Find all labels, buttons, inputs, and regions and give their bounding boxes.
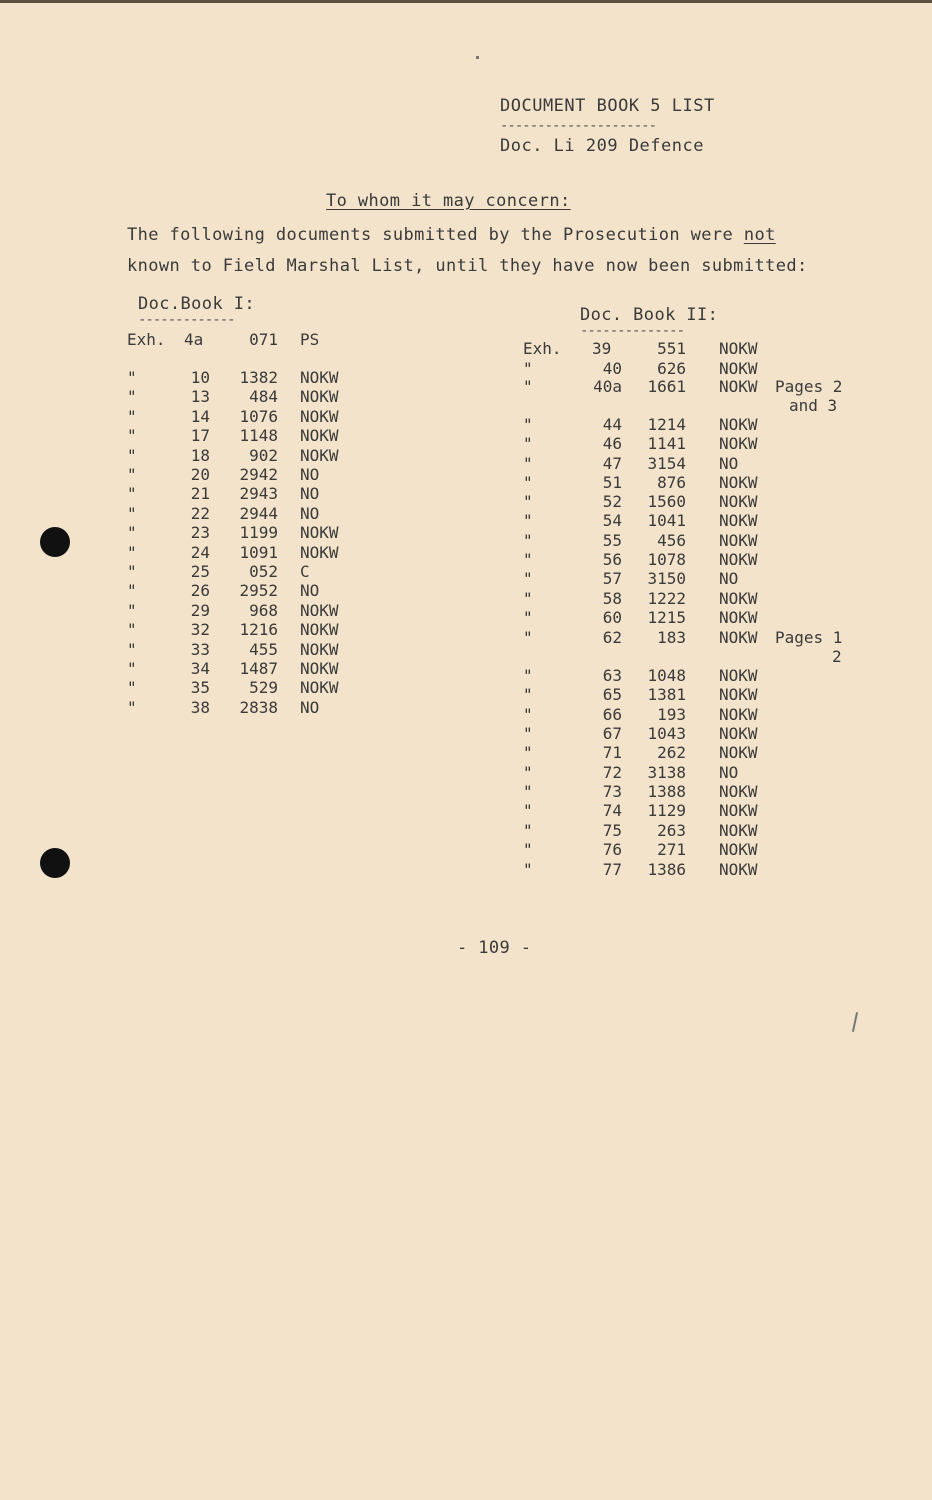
book2-header-cell: 551 [657, 339, 686, 358]
book1-row-cell: NOKW [300, 659, 339, 678]
book2-row-cell: " [523, 415, 533, 434]
book1-row-cell: 968 [249, 600, 278, 620]
book2-row-cell: " [523, 589, 533, 608]
book1-row-cell: " [127, 445, 137, 465]
book1-row-cell: " [127, 523, 137, 543]
book1-row-cell: 1487 [239, 659, 278, 678]
book2-row-cell: " [523, 628, 533, 647]
book2-row-cell: 1078 [647, 550, 686, 569]
book2-row-cell: 3154 [647, 454, 686, 473]
book2-row-cell: NOKW [719, 608, 758, 627]
book1-row-cell: NO [300, 484, 320, 504]
book1-row-cell: 20 [190, 465, 210, 484]
book2-header-cell: 39 [592, 339, 612, 358]
book1-row-cell: " [127, 639, 137, 659]
book2-row-cell: " [523, 705, 533, 724]
book2-row-cell: 1129 [647, 801, 686, 820]
book2-row-cell: NOKW [719, 531, 758, 550]
book1-row-cell: 1091 [239, 542, 278, 562]
book2-row-cell: 1048 [647, 666, 686, 685]
stray-mark [852, 1012, 858, 1032]
book2-row-cell: NOKW [719, 550, 758, 569]
book1-row-cell: 14 [190, 406, 210, 426]
book2-row-cell: " [523, 608, 533, 627]
book2-row-cell: 52 [602, 492, 622, 511]
book2-note: Pages 2 [775, 377, 843, 396]
book1-header-cell: 071 [249, 330, 278, 349]
book2-row-cell: NOKW [719, 821, 758, 840]
book2-row-cell: " [523, 473, 533, 492]
book1-row-cell: 484 [249, 387, 278, 407]
salutation: To whom it may concern: [326, 191, 571, 211]
intro-line-2: known to Field Marshal List, until they have now been submitted: [127, 256, 808, 276]
book2-row-cell: NO [719, 569, 739, 588]
book1-row-cell: 529 [249, 678, 278, 698]
book1-row-cell: " [127, 368, 137, 387]
book2-row-cell: 73 [602, 782, 622, 801]
book1-row-cell: NO [300, 697, 320, 717]
book2-row-cell: 57 [602, 569, 622, 588]
book1-row-cell: 23 [190, 523, 210, 543]
book2-row-cell: " [523, 569, 533, 588]
book1-row-cell: 29 [190, 600, 210, 620]
book1-row-cell: 35 [190, 678, 210, 698]
book1-row-cell: " [127, 465, 137, 484]
book2-row-cell: 1661 [647, 377, 686, 396]
punch-hole-bottom [40, 848, 70, 878]
book2-note: 2 [832, 647, 842, 666]
book2-row-cell: 40a [593, 377, 622, 396]
book2-row-cell: 1386 [647, 860, 686, 879]
book1-row-cell: NOKW [300, 542, 339, 562]
book2-row-cell: " [523, 359, 533, 378]
book1-row-cell: 1199 [239, 523, 278, 543]
book2-row-cell: NO [719, 763, 739, 782]
book1-row-cell: 1076 [239, 406, 278, 426]
book2-row-cell: NOKW [719, 377, 758, 396]
book1-row-cell: " [127, 542, 137, 562]
book1-row-cell: " [127, 678, 137, 698]
book2-row-cell: 71 [602, 743, 622, 762]
punch-hole-top [40, 527, 70, 557]
book2-row-cell: 62 [602, 628, 622, 647]
book2-row-cell: 58 [602, 589, 622, 608]
book2-row-cell: NOKW [719, 415, 758, 434]
book2-row-cell: " [523, 821, 533, 840]
book2-row-cell: NOKW [719, 840, 758, 859]
book1-row-cell: 2943 [239, 484, 278, 504]
book1-row-cell: C [300, 562, 310, 581]
book2-row-cell: 46 [602, 434, 622, 453]
book2-row-cell: 263 [657, 821, 686, 840]
book2-row-cell: 60 [602, 608, 622, 627]
book2-title: Doc. Book II: [580, 305, 719, 325]
stray-mark [476, 56, 479, 59]
book1-row-cell: 052 [249, 562, 278, 581]
book2-row-cell: NOKW [719, 492, 758, 511]
book2-row-cell: 456 [657, 531, 686, 550]
book1-row-cell: 32 [190, 620, 210, 640]
book2-row-cell: 876 [657, 473, 686, 492]
book1-row-cell: NOKW [300, 387, 339, 407]
book2-row-cell: NOKW [719, 434, 758, 453]
book1-row-cell: 21 [190, 484, 210, 504]
book1-row-cell: 1148 [239, 426, 278, 446]
book1-row-cell: 22 [190, 503, 210, 523]
book2-row-cell: 72 [602, 763, 622, 782]
book1-row-cell: " [127, 562, 137, 581]
book1-row-cell: " [127, 484, 137, 504]
book1-row-cell: " [127, 620, 137, 640]
intro-line-1 [127, 225, 776, 245]
book1-row-cell: NOKW [300, 368, 339, 387]
book2-row-cell: NOKW [719, 782, 758, 801]
title-rule: --------------------- [500, 118, 657, 134]
book2-note: and 3 [789, 396, 838, 415]
book1-row-cell: 38 [190, 697, 210, 717]
book1-row-cell: " [127, 406, 137, 426]
book2-row-cell: 1043 [647, 724, 686, 743]
book1-header-cell: 4a [184, 330, 204, 349]
book2-row-cell: " [523, 840, 533, 859]
book1-row-cell: NOKW [300, 426, 339, 446]
book2-row-cell: NOKW [719, 743, 758, 762]
book1-row-cell: " [127, 426, 137, 446]
page-top-edge [0, 0, 932, 3]
book2-row-cell: " [523, 743, 533, 762]
book2-row-cell: 77 [602, 860, 622, 879]
book1-row-cell: 18 [190, 445, 210, 465]
book2-row-cell: NOKW [719, 724, 758, 743]
intro-line-1-text: The following documents submitted by the Prosecution were [127, 225, 744, 245]
book2-row-cell: NOKW [719, 705, 758, 724]
book1-row-cell: 13 [190, 387, 210, 407]
book2-row-cell: " [523, 724, 533, 743]
book2-row-cell: NOKW [719, 666, 758, 685]
book2-row-cell: 74 [602, 801, 622, 820]
book2-header-cell: Exh. [523, 339, 562, 358]
book2-rule: -------------- [580, 323, 685, 339]
book2-row-cell: 40 [602, 359, 622, 378]
book1-row-cell: NOKW [300, 406, 339, 426]
book1-row-cell: NOKW [300, 445, 339, 465]
book2-row-cell: " [523, 377, 533, 396]
book2-row-cell: NOKW [719, 801, 758, 820]
book1-header-cell: PS [300, 330, 320, 349]
book2-row-cell: " [523, 666, 533, 685]
book2-row-cell: 65 [602, 685, 622, 704]
book1-row-cell: " [127, 503, 137, 523]
book1-row-cell: 2838 [239, 697, 278, 717]
book2-row-cell: NOKW [719, 473, 758, 492]
book1-row-cell: " [127, 581, 137, 601]
book2-row-cell: 56 [602, 550, 622, 569]
book2-row-cell: 1222 [647, 589, 686, 608]
book2-row-cell: 51 [602, 473, 622, 492]
book2-row-cell: " [523, 492, 533, 511]
book2-row-cell: 54 [602, 511, 622, 530]
book2-row-cell: NOKW [719, 359, 758, 378]
book2-row-cell: " [523, 763, 533, 782]
book2-row-cell: NOKW [719, 589, 758, 608]
book1-row-cell: NOKW [300, 639, 339, 659]
book1-row-cell: NOKW [300, 523, 339, 543]
book2-row-cell: 3138 [647, 763, 686, 782]
book2-row-cell: 55 [602, 531, 622, 550]
book2-row-cell: " [523, 434, 533, 453]
book2-row-cell: " [523, 550, 533, 569]
book1-row-cell: NOKW [300, 600, 339, 620]
book2-row-cell: 3150 [647, 569, 686, 588]
book1-row-cell: 2942 [239, 465, 278, 484]
book2-row-cell: 183 [657, 628, 686, 647]
book2-row-cell: 1214 [647, 415, 686, 434]
book1-row-cell: 10 [190, 368, 210, 387]
book2-row-cell: " [523, 531, 533, 550]
book1-row-cell: 24 [190, 542, 210, 562]
book2-header-cell: NOKW [719, 339, 758, 358]
book1-row-cell: " [127, 600, 137, 620]
book2-row-cell: NOKW [719, 628, 758, 647]
book1-row-cell: 34 [190, 659, 210, 678]
book2-row-cell: 1388 [647, 782, 686, 801]
book2-row-cell: " [523, 685, 533, 704]
book2-row-cell: 262 [657, 743, 686, 762]
book1-row-cell: NO [300, 465, 320, 484]
book2-note: Pages 1 [775, 628, 843, 647]
book2-row-cell: NOKW [719, 685, 758, 704]
book2-row-cell: 66 [602, 705, 622, 724]
book2-row-cell: 193 [657, 705, 686, 724]
book2-row-cell: 76 [602, 840, 622, 859]
book1-rule: ------------- [138, 312, 235, 328]
book2-row-cell: 626 [657, 359, 686, 378]
book2-row-cell: 1041 [647, 511, 686, 530]
book2-row-cell: 47 [602, 454, 622, 473]
book1-row-cell: " [127, 697, 137, 717]
intro-emphasis: not [743, 225, 776, 245]
book2-row-cell: " [523, 511, 533, 530]
book2-row-cell: " [523, 454, 533, 473]
book2-row-cell: 75 [602, 821, 622, 840]
document-subtitle: Doc. Li 209 Defence [500, 136, 704, 156]
book2-row-cell: NO [719, 454, 739, 473]
book1-row-cell: 2952 [239, 581, 278, 601]
book2-row-cell: 1215 [647, 608, 686, 627]
book1-row-cell: 33 [190, 639, 210, 659]
book2-row-cell: NOKW [719, 860, 758, 879]
book2-row-cell: 63 [602, 666, 622, 685]
document-title: DOCUMENT BOOK 5 LIST [500, 96, 715, 116]
book2-row-cell: 1560 [647, 492, 686, 511]
book1-row-cell: " [127, 659, 137, 678]
book1-row-cell: NO [300, 581, 320, 601]
book2-row-cell: " [523, 801, 533, 820]
book1-row-cell: 455 [249, 639, 278, 659]
book2-row-cell: 271 [657, 840, 686, 859]
book1-title: Doc.Book I: [138, 294, 255, 314]
book2-row-cell: 67 [602, 724, 622, 743]
book2-row-cell: 1141 [647, 434, 686, 453]
book1-row-cell: 902 [249, 445, 278, 465]
book2-row-cell: NOKW [719, 511, 758, 530]
book1-header-cell: Exh. [127, 330, 166, 349]
book1-row-cell: NOKW [300, 620, 339, 640]
book1-row-cell: NOKW [300, 678, 339, 698]
book1-row-cell: 17 [190, 426, 210, 446]
book1-row-cell: 1216 [239, 620, 278, 640]
book1-row-cell: 25 [190, 562, 210, 581]
book1-row-cell: NO [300, 503, 320, 523]
book2-row-cell: 44 [602, 415, 622, 434]
book2-row-cell: " [523, 860, 533, 879]
page-number: - 109 - [457, 938, 532, 958]
book1-row-cell: 26 [190, 581, 210, 601]
book1-row-cell: 2944 [239, 503, 278, 523]
book2-row-cell: " [523, 782, 533, 801]
book1-row-cell: 1382 [239, 368, 278, 387]
book1-row-cell: " [127, 387, 137, 407]
book2-row-cell: 1381 [647, 685, 686, 704]
